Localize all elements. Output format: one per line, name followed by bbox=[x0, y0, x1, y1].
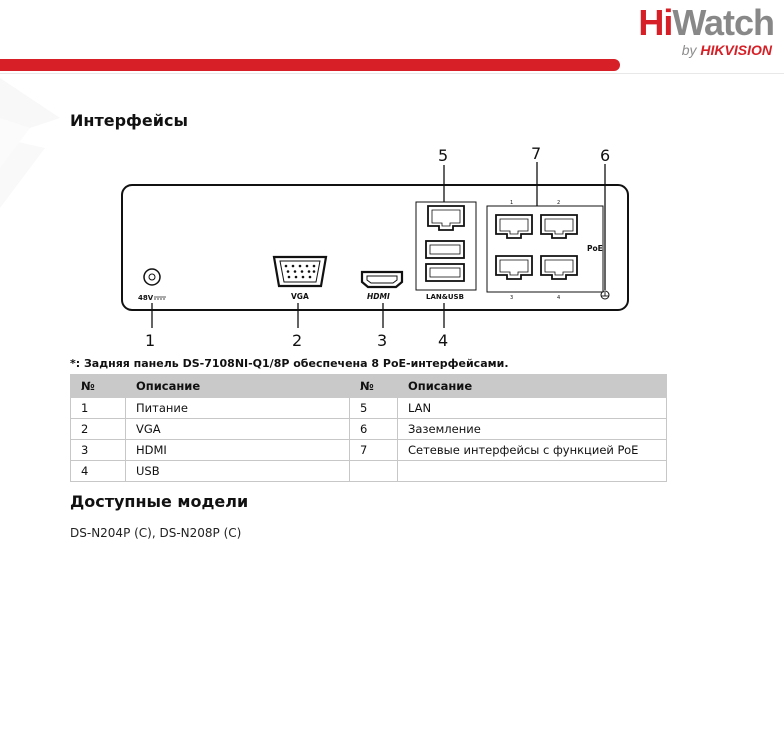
poe-port-number-4: 4 bbox=[557, 295, 561, 301]
poe-port-number-1: 1 bbox=[510, 200, 514, 206]
hdmi-port bbox=[362, 272, 402, 301]
cell-description: VGA bbox=[126, 419, 350, 440]
header-number-left: № bbox=[71, 375, 126, 398]
models-title: Доступные модели bbox=[70, 492, 249, 511]
cell-description bbox=[398, 461, 667, 482]
cell-number: 7 bbox=[350, 440, 398, 461]
table-row bbox=[71, 440, 667, 461]
cell-description: Питание bbox=[126, 398, 350, 419]
callout-3: 3 bbox=[377, 331, 388, 350]
callout-lines bbox=[152, 162, 605, 328]
table-row bbox=[71, 398, 667, 419]
poe-label: PoE bbox=[587, 244, 603, 253]
logo-watch-text: Watch bbox=[672, 2, 774, 43]
vga-label: VGA bbox=[291, 292, 309, 301]
hdmi-label: HDMI bbox=[367, 292, 390, 301]
poe-port-number-3: 3 bbox=[510, 295, 514, 301]
cell-description: USB bbox=[126, 461, 350, 482]
lan-usb-block bbox=[416, 202, 476, 301]
header-divider bbox=[0, 73, 784, 74]
cell-number: 2 bbox=[71, 419, 126, 440]
cell-description: Заземление bbox=[398, 419, 667, 440]
header-red-band bbox=[0, 59, 620, 71]
logo-hi-text: Hi bbox=[638, 2, 673, 43]
cell-description: Сетевые интерфейсы с функцией PoE bbox=[398, 440, 667, 461]
callout-2: 2 bbox=[292, 331, 303, 350]
rear-panel-diagram bbox=[100, 140, 640, 360]
poe-port-number-2: 2 bbox=[557, 200, 561, 206]
callout-5: 5 bbox=[438, 146, 449, 165]
logo-hikvision-text: HIKVISION bbox=[700, 42, 772, 58]
power-label: 48V bbox=[138, 294, 154, 302]
lan-usb-label: LAN&USB bbox=[426, 293, 464, 301]
watermark-shape bbox=[0, 78, 70, 238]
table-header-row bbox=[71, 375, 667, 398]
header-number-right: № bbox=[350, 375, 398, 398]
callout-6: 6 bbox=[600, 146, 611, 165]
logo-by-text: by bbox=[681, 42, 697, 58]
cell-number: 6 bbox=[350, 419, 398, 440]
cell-description: LAN bbox=[398, 398, 667, 419]
header-description-left: Описание bbox=[126, 375, 350, 398]
table-row bbox=[71, 461, 667, 482]
cell-number: 4 bbox=[71, 461, 126, 482]
hiwatch-logo bbox=[638, 4, 774, 58]
cell-number: 5 bbox=[350, 398, 398, 419]
ground-terminal bbox=[601, 291, 609, 299]
vga-port bbox=[274, 257, 326, 301]
models-list: DS-N204P (C), DS-N208P (C) bbox=[70, 526, 242, 540]
callout-4: 4 bbox=[438, 331, 449, 350]
cell-description: HDMI bbox=[126, 440, 350, 461]
cell-number bbox=[350, 461, 398, 482]
callout-7: 7 bbox=[531, 144, 542, 163]
table-row bbox=[71, 419, 667, 440]
footnote: *: Задняя панель DS-7108NI-Q1/8P обеспечена 8 PoE-интерфейсами. bbox=[70, 357, 509, 370]
cell-number: 1 bbox=[71, 398, 126, 419]
power-connector bbox=[138, 269, 166, 302]
interfaces-title: Интерфейсы bbox=[70, 111, 188, 130]
poe-block bbox=[487, 200, 603, 301]
callout-1: 1 bbox=[145, 331, 156, 350]
header-description-right: Описание bbox=[398, 375, 667, 398]
cell-number: 3 bbox=[71, 440, 126, 461]
ports-table bbox=[70, 374, 667, 482]
